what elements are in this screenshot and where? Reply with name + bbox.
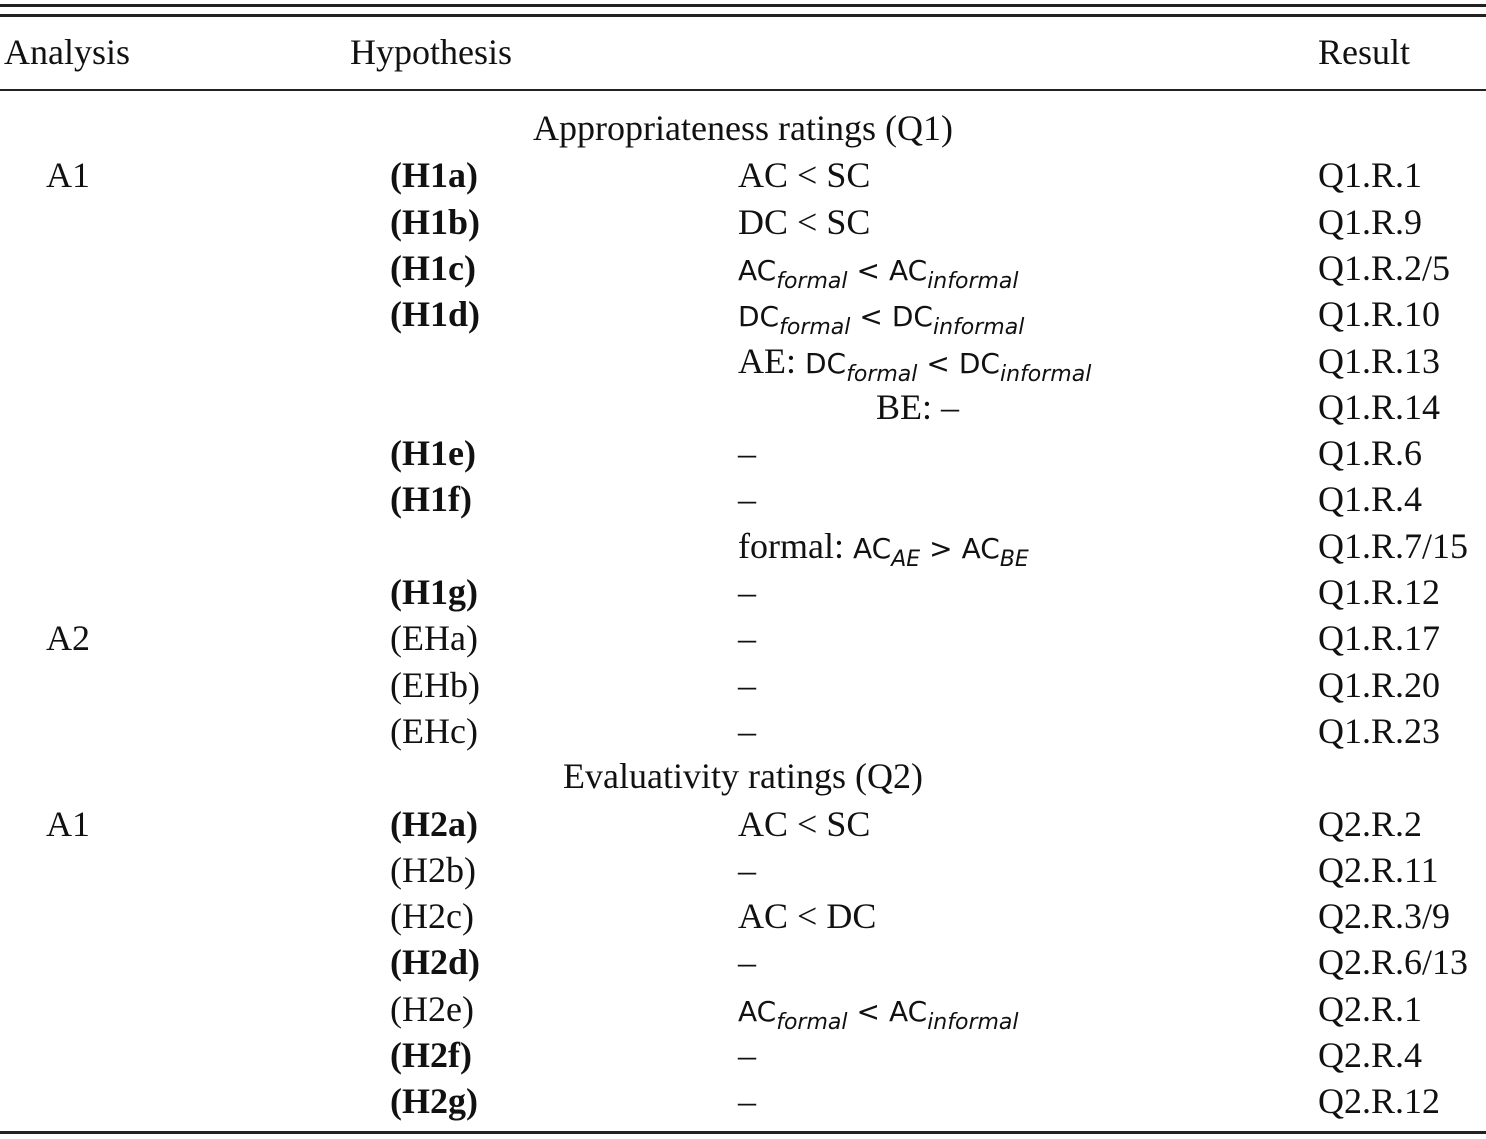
cell-hypothesis: (H1d) bbox=[390, 294, 480, 335]
cell-prediction: AE: $DC_{formal} < DC_{informal}$ bbox=[738, 340, 1092, 387]
table-row bbox=[0, 476, 1486, 522]
table-row bbox=[0, 939, 1486, 985]
header-rule bbox=[0, 89, 1486, 91]
table-row bbox=[0, 338, 1486, 387]
cell-result: Q2.R.3/9 bbox=[1318, 896, 1451, 937]
subscript: BE bbox=[999, 546, 1029, 572]
cell-prediction bbox=[738, 986, 1019, 1038]
cell-result: Q2.R.2 bbox=[1318, 803, 1423, 844]
cell-hypothesis: (H2g) bbox=[390, 1081, 478, 1122]
cell-result: Q1.R.17 bbox=[1318, 618, 1441, 659]
cell-result: Q2.R.6/13 bbox=[1318, 942, 1469, 983]
cell-prediction: – bbox=[738, 664, 756, 705]
cell-prediction: – bbox=[738, 572, 756, 612]
table-row bbox=[0, 801, 1486, 847]
cell-hypothesis: (H2b) bbox=[390, 849, 476, 890]
table-row bbox=[0, 569, 1486, 615]
cell-result: Q1.R.23 bbox=[1318, 710, 1441, 751]
operator: < bbox=[859, 300, 883, 334]
subscript: AE bbox=[891, 546, 921, 572]
cell-prediction: – bbox=[738, 710, 756, 751]
cell-result: Q1.R.7/15 bbox=[1318, 525, 1469, 566]
cell-result: Q2.R.1 bbox=[1318, 988, 1423, 1029]
top-rule bbox=[0, 4, 1486, 7]
variable: DC bbox=[805, 346, 847, 380]
cell-result: Q1.R.12 bbox=[1318, 572, 1441, 612]
section-title: Evaluativity ratings (Q2) bbox=[563, 756, 923, 797]
variable: DC bbox=[891, 300, 933, 334]
cell-hypothesis: (H2a) bbox=[390, 803, 478, 844]
cell-result: Q1.R.6 bbox=[1318, 433, 1423, 474]
cell-hypothesis: (EHb) bbox=[390, 664, 480, 705]
cell-prediction bbox=[738, 245, 1019, 297]
table-row bbox=[0, 986, 1486, 1035]
variable: AC bbox=[888, 253, 928, 287]
table-row bbox=[0, 615, 1486, 661]
operator: < bbox=[926, 346, 950, 380]
cell-result: Q2.R.4 bbox=[1318, 1035, 1423, 1075]
table-row bbox=[0, 893, 1486, 939]
table-row bbox=[0, 430, 1486, 476]
operator: < bbox=[856, 994, 880, 1028]
cell-prediction: AC < SC bbox=[738, 155, 871, 196]
cell-hypothesis: (H1c) bbox=[390, 247, 476, 288]
table-row bbox=[0, 1078, 1486, 1124]
subscript: formal bbox=[846, 361, 918, 387]
variable: AC bbox=[738, 994, 777, 1028]
table-row bbox=[0, 199, 1486, 245]
cell-hypothesis: (H1e) bbox=[390, 433, 476, 474]
cell-prediction: – bbox=[738, 849, 756, 890]
header-result: Result bbox=[1318, 32, 1411, 72]
cell-result: Q1.R.2/5 bbox=[1318, 247, 1451, 288]
top-rule-2 bbox=[0, 14, 1486, 17]
header-hypothesis: Hypothesis bbox=[350, 32, 512, 72]
cell-result: Q1.R.13 bbox=[1318, 340, 1441, 381]
section-title: Appropriateness ratings (Q1) bbox=[533, 108, 953, 148]
cell-analysis: A2 bbox=[46, 618, 90, 659]
operator: > bbox=[929, 531, 953, 565]
header-analysis: Analysis bbox=[4, 32, 130, 72]
cell-prediction: AC < SC bbox=[738, 803, 871, 844]
variable: DC bbox=[738, 300, 780, 334]
cell-result: Q2.R.12 bbox=[1318, 1081, 1441, 1122]
table-row bbox=[0, 523, 1486, 572]
cell-prediction: – bbox=[738, 1081, 756, 1122]
table-row bbox=[0, 152, 1486, 198]
cell-analysis: A1 bbox=[46, 803, 90, 844]
table-row bbox=[0, 662, 1486, 708]
cell-prediction: – bbox=[738, 433, 756, 474]
variable: AC bbox=[888, 994, 928, 1028]
cell-prediction: BE: – bbox=[876, 386, 960, 427]
cell-result: Q1.R.20 bbox=[1318, 664, 1441, 705]
cell-analysis: A1 bbox=[46, 155, 90, 196]
subscript: formal bbox=[776, 268, 848, 294]
cell-result: Q1.R.14 bbox=[1318, 386, 1441, 427]
cell-prediction: DC < SC bbox=[738, 201, 871, 242]
table-row bbox=[0, 291, 1486, 341]
cell-hypothesis: (EHa) bbox=[390, 618, 478, 659]
cell-hypothesis: (H2e) bbox=[390, 988, 474, 1029]
cell-result: Q2.R.11 bbox=[1318, 849, 1439, 890]
cell-result: Q1.R.4 bbox=[1318, 479, 1423, 520]
cell-hypothesis: (H2c) bbox=[390, 896, 474, 937]
variable: DC bbox=[958, 346, 1000, 380]
variable: AC bbox=[961, 531, 1000, 565]
subscript: informal bbox=[927, 268, 1019, 294]
table-row bbox=[0, 1032, 1486, 1078]
cell-prediction: AC < DC bbox=[738, 896, 877, 937]
cell-hypothesis: (H1g) bbox=[390, 572, 478, 612]
cell-prediction bbox=[738, 291, 1024, 343]
cell-hypothesis: (H1f) bbox=[390, 479, 472, 520]
cell-prediction: – bbox=[738, 942, 756, 983]
subscript: informal bbox=[933, 315, 1025, 341]
cell-hypothesis: (H2f) bbox=[390, 1035, 472, 1075]
table-row bbox=[0, 708, 1486, 754]
cell-prediction: – bbox=[738, 1035, 756, 1075]
variable: AC bbox=[738, 253, 777, 287]
cell-result: Q1.R.1 bbox=[1318, 155, 1423, 196]
cell-result: Q1.R.10 bbox=[1318, 294, 1441, 335]
cell-hypothesis: (H1b) bbox=[390, 201, 480, 242]
subscript: formal bbox=[779, 315, 851, 341]
subscript: informal bbox=[1000, 361, 1092, 387]
cell-hypothesis: (H1a) bbox=[390, 155, 478, 196]
cell-result: Q1.R.9 bbox=[1318, 201, 1423, 242]
cell-prediction: – bbox=[738, 479, 756, 520]
table-row bbox=[0, 245, 1486, 294]
variable: AC bbox=[852, 531, 892, 565]
subscript: formal bbox=[776, 1009, 848, 1035]
cell-hypothesis: (EHc) bbox=[390, 710, 478, 751]
cell-prediction: formal: $AC_{AE} > AC_{BE}$ bbox=[738, 525, 1029, 572]
bottom-rule bbox=[0, 1131, 1486, 1134]
table-row bbox=[0, 847, 1486, 893]
cell-prediction: – bbox=[738, 618, 756, 659]
operator: < bbox=[856, 253, 880, 287]
subscript: informal bbox=[927, 1009, 1019, 1035]
table-row bbox=[0, 384, 1486, 430]
cell-hypothesis: (H2d) bbox=[390, 942, 480, 983]
